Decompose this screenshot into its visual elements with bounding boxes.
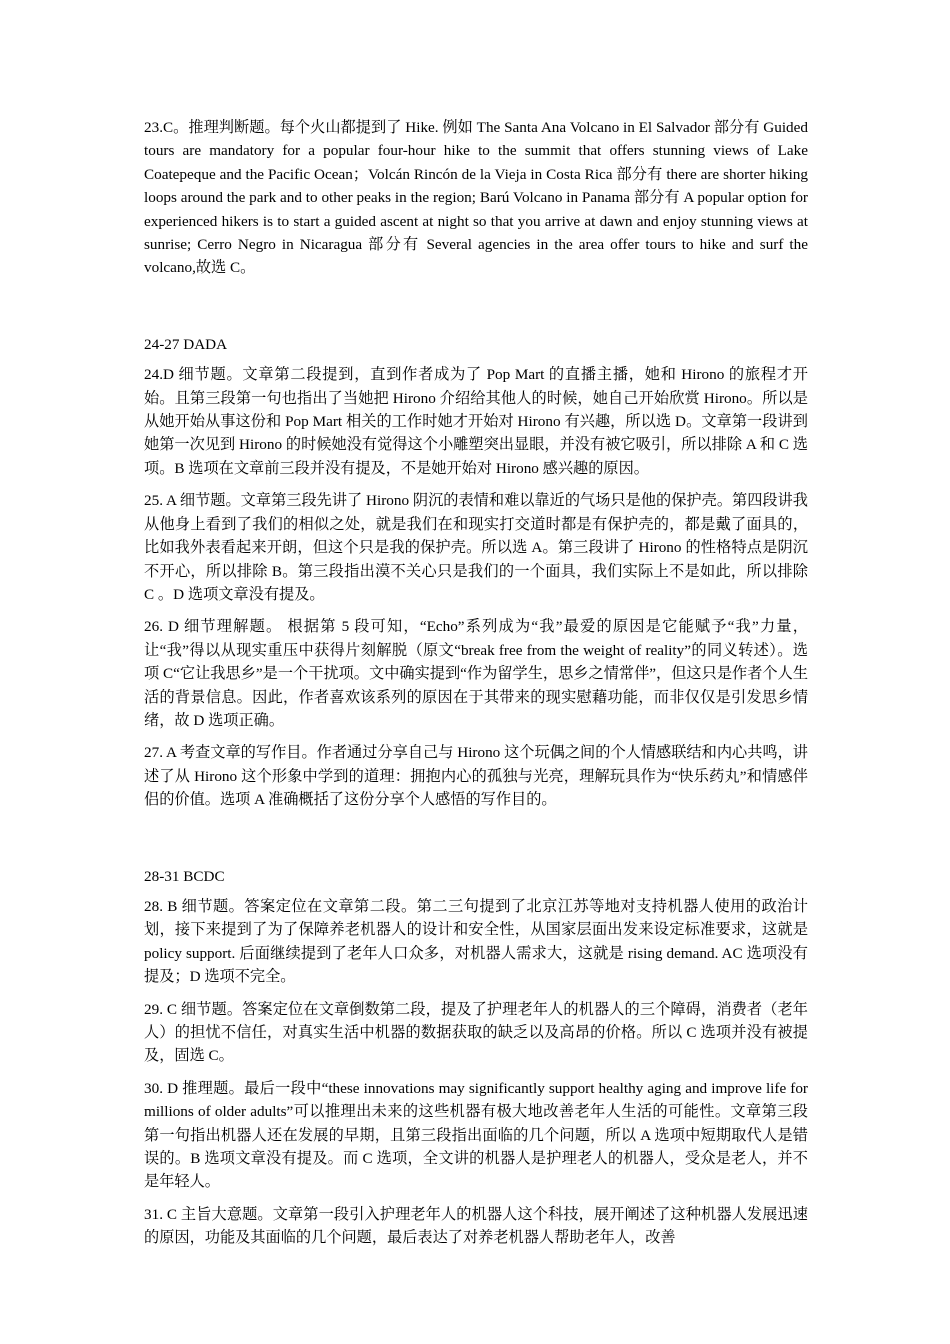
answer-31: 31. C 主旨大意题。文章第一段引入护理老年人的机器人这个科技，展开阐述了这种机器人发展迅速的原因，功能及其面临的几个问题，最后表达了对养老机器人帮助老年人，改善: [144, 1205, 808, 1247]
answer-key-24-27: 24-27 DADA: [144, 335, 228, 353]
section-spacer: [144, 821, 808, 865]
answer-30: 30. D 推理题。最后一段中“these innovations may significantly support healthy aging and improve life for millions of older adults”可以推理出未来的这些机器有极大地改善老年人生活的可能性。文章第三段第一句指出机器人还在发展的早期，且第三段指出面临的几个问题，所以 A 选项中短期取代人是错误的。B 选项文章没有提及。而 C 选项，全文讲的机器人是护理老人的机器人，受众是老人，并不是年轻人。: [144, 1079, 808, 1191]
answer-key-28-31: 28-31 BCDC: [144, 867, 225, 885]
answer-28: 28. B 细节题。答案定位在文章第二段。第二三句提到了北京江苏等地对支持机器人使用的政治计划，接下来提到了为了保障养老机器人的设计和安全性，从国家层面出发来设定标准要求，这就是 policy support. 后面继续提到了老年人口众多，对机器人需求大，这就是 rising demand. AC 选项没有提及；D 选项不完全。: [144, 897, 808, 986]
answer-27: 27. A 考查文章的写作目。作者通过分享自己与 Hirono 这个玩偶之间的个人情感联结和内心共鸣，讲述了从 Hirono 这个形象中学到的道理：拥抱内心的孤独与光亮，理解玩具作为“快乐药丸”和情感伴侣的价值。选项 A 准确概括了这份分享个人感悟的写作目的。: [144, 744, 808, 809]
document-page: [144, 116, 808, 1259]
answer-29: 29. C 细节题。答案定位在文章倒数第二段，提及了护理老年人的机器人的三个障碍，消费者（老年人）的担忧不信任，对真实生活中机器的数据获取的缺乏以及高昂的价格。所以 C 选项并没有被提及，固选 C。: [144, 1000, 808, 1065]
answer-24: 24.D 细节题。文章第二段提到，直到作者成为了 Pop Mart 的直播主播，她和 Hirono 的旅程才开始。且第三段第一句也指出了当她把 Hirono 介绍给其他人的时候，她自己开始欣赏 Hirono。所以是从她开始从事这份和 Pop Mart 相关的工作时她才开始对 Hirono 有兴趣，所以选 D。文章第一段讲到她第一次见到 Hirono 的时候她没有觉得这个小雕塑突出显眼，并没有被它吸引，所以排除 A 和 C 选项。B 选项在文章前三段并没有提及，不是她开始对 Hirono 感兴趣的原因。: [144, 366, 808, 477]
answer-23: 23.C。推理判断题。每个火山都提到了 Hike. 例如 The Santa Ana Volcano in El Salvador 部分有 Guided tours are mandatory for a popular four-hour hike to the summit that offers stunning views of Lake Coatepeque and the Pacific Ocean；Volcán Rincón de la Vieja in Costa Rica 部分有 there are shorter hiking loops around the park and to other peaks in the region; Barú Volcano in Panama 部分有 A popular option for experienced hikers is to start a guided ascent at night so that you arrive at dawn and enjoy stunning views at sunrise; Cerro Negro in Nicaragua 部分有 Several agencies in the area offer tours to hike and surf the volcano,故选 C。: [144, 119, 808, 277]
section-spacer: [144, 289, 808, 333]
answer-25: 25. A 细节题。文章第三段先讲了 Hirono 阴沉的表情和难以靠近的气场只是他的保护壳。第四段讲我从他身上看到了我们的相似之处，就是我们在和现实打交道时都是有保护壳的，都是戴了面具的，比如我外表看起来开朗，但这个只是我的保护壳。所以选 A。第三段讲了 Hirono 的性格特点是阴沉不开心，所以排除 B。第三段指出漠不关心只是我们的一个面具，我们实际上不是如此，所以排除 C 。D 选项文章没有提及。: [144, 492, 808, 603]
answer-26: 26. D 细节理解题。 根据第 5 段可知，“Echo”系列成为“我”最爱的原因是它能赋予“我”力量，让“我”得以从现实重压中获得片刻解脱（原文“break free from the weight of reality”的同义转述）。选项 C“它让我思乡”是一个干扰项。文中确实提到“作为留学生，思乡之情常伴”，但这只是作者个人生活的背景信息。因此，作者喜欢该系列的原因在于其带来的现实慰藉功能，而非仅仅是引发思乡情绪，故 D 选项正确。: [144, 618, 808, 729]
